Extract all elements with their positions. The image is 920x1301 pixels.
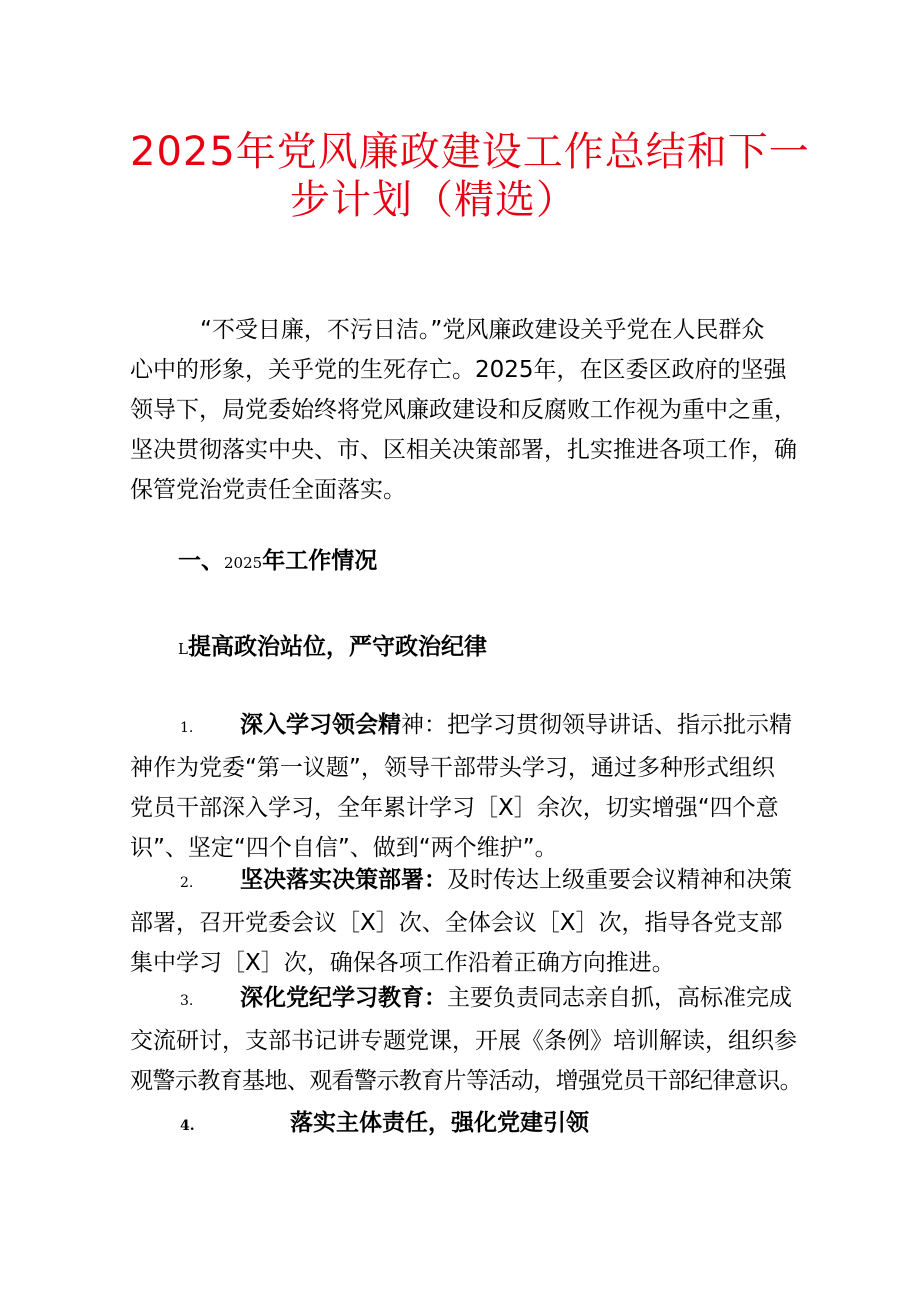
item-line: 党员干部深入学习，全年累计学习［X］余次，切实增强“四个意 xyxy=(130,795,779,821)
document-title-line-2: 步计划（精选） xyxy=(290,177,577,223)
item-number: 4. xyxy=(180,1118,195,1134)
item-number: 2. xyxy=(180,875,194,891)
document-title-line-1: 2025年党风廉政建设工作总结和下一 xyxy=(130,129,810,175)
list-item-4 xyxy=(180,1104,589,1137)
item-4-text: 落实主体责任，强化党建引领 xyxy=(290,1110,589,1136)
item-line: 交流研讨，支部书记讲专题党课，开展《条例》培训解读，组织参 xyxy=(130,1028,797,1054)
item-line: 集中学习［X］次，确保各项工作沿着正确方向推进。 xyxy=(130,950,675,976)
item-line: 识”、坚定“四个自信”、做到“两个维护”。 xyxy=(130,835,558,861)
item-lead-text: 主要负责同志亲自抓，高标准完成 xyxy=(447,985,792,1011)
item-lead-text: 神：把学习贯彻领导讲话、指示批示精 xyxy=(401,712,792,738)
item-line: 部署，召开党委会议［X］次、全体会议［X］次，指导各党支部 xyxy=(130,910,783,936)
intro-paragraph xyxy=(130,310,802,510)
intro-line: “不受日廉，不污日洁。”党风廉政建设关乎党在人民群众 xyxy=(200,317,765,343)
item-number: 1. xyxy=(180,720,194,736)
list-item-3 xyxy=(130,978,802,1101)
list-item-1 xyxy=(130,705,802,868)
subsection-marker: L xyxy=(178,640,188,658)
section-prefix: 一、 xyxy=(178,548,224,574)
intro-line: 领导下，局党委始终将党风廉政建设和反腐败工作视为重中之重， xyxy=(130,397,797,423)
item-bold-lead: 坚决落实决策部署： xyxy=(240,867,447,893)
section-suffix: 年工作情况 xyxy=(262,548,378,574)
item-line: 观警示教育基地、观看警示教育片等活动，增强党员干部纪律意识。 xyxy=(130,1068,803,1094)
item-bold-lead: 深化党纪学习教育： xyxy=(240,985,447,1011)
section-heading-1 xyxy=(178,542,377,575)
item-number: 3. xyxy=(180,993,194,1009)
intro-line: 坚决贯彻落实中央、市、区相关决策部署，扎实推进各项工作，确 xyxy=(130,437,797,463)
section-year: 2025 xyxy=(224,554,263,572)
intro-line: 心中的形象，关乎党的生死存亡。2025年，在区委区政府的坚强 xyxy=(130,357,787,383)
intro-line: 保管党治党责任全面落实。 xyxy=(130,477,406,503)
subsection-text: 提高政治站位，严守政治纪律 xyxy=(187,634,487,660)
list-item-2 xyxy=(130,860,802,983)
item-bold-lead: 深入学习领会精 xyxy=(240,712,401,738)
subsection-heading-1 xyxy=(178,628,487,661)
item-lead-text: 及时传达上级重要会议精神和决策 xyxy=(447,867,792,893)
item-line: 神作为党委“第一议题”，领导干部带头学习，通过多种形式组织 xyxy=(130,755,775,781)
